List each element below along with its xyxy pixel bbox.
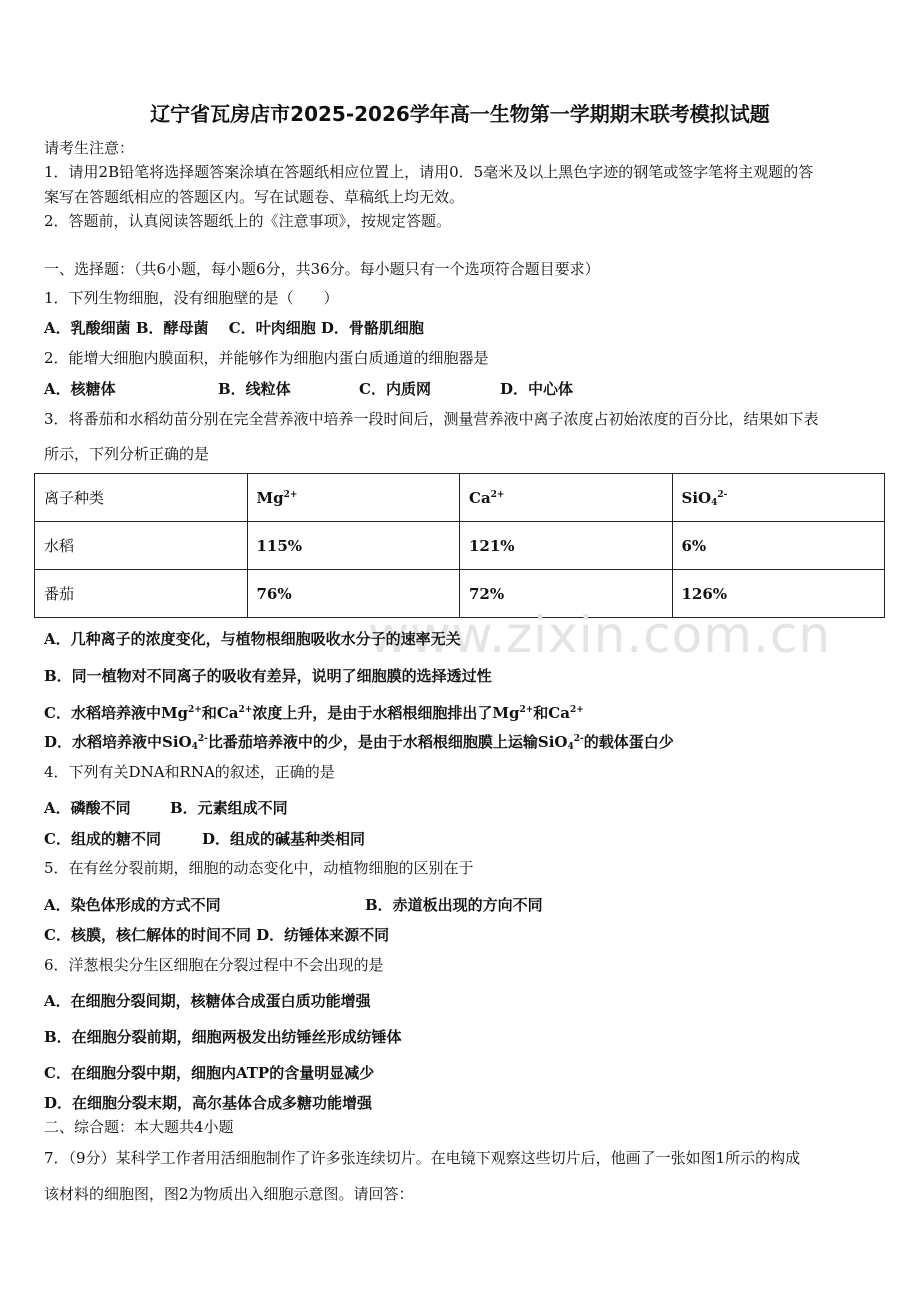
table-header-cell: $Ca^{2+}$ xyxy=(460,474,673,522)
q5-stem: 5．在有丝分裂前期，细胞的动态变化中，动植物细胞的区别在于 xyxy=(44,859,474,877)
q2-option-d: D．中心体 xyxy=(500,380,574,398)
q6-stem: 6．洋葱根尖分生区细胞在分裂过程中不会出现的是 xyxy=(44,956,384,974)
q4-option-d: D．组成的碱基种类相同 xyxy=(202,830,366,848)
q2-stem: 2．能增大细胞内膜面积，并能够作为细胞内蛋白质通道的细胞器是 xyxy=(44,349,489,367)
q5-option-b: B．赤道板出现的方向不同 xyxy=(365,896,543,914)
watermark: www.zixin.com.cn xyxy=(368,606,832,664)
q3-stem: 3．将番茄和水稻幼苗分别在完全营养液中培养一段时间后，测量营养液中离子浓度占初始浓度的百分比，结果如下表 xyxy=(44,410,819,428)
section-2-heading: 二、综合题：本大题共4小题 xyxy=(44,1118,234,1136)
q1-stem: 1．下列生物细胞，没有细胞壁的是（ ） xyxy=(44,289,339,307)
q7-stem-cont: 该材料的细胞图，图2为物质出入细胞示意图。请回答： xyxy=(44,1185,414,1203)
table-cell: 番茄 xyxy=(35,570,248,618)
q4-stem: 4．下列有关DNA和RNA的叙述，正确的是 xyxy=(44,763,335,781)
q4-option-b: B．元素组成不同 xyxy=(170,799,288,817)
page-title: 辽宁省瓦房店市2025-2026学年高一生物第一学期期末联考模拟试题 xyxy=(150,102,770,126)
q6-option-c: C．在细胞分裂中期，细胞内ATP的含量明显减少 xyxy=(44,1064,375,1082)
q3-option-a: A．几种离子的浓度变化，与植物根细胞吸收水分子的速率无关 xyxy=(44,630,461,648)
table-header-cell: $Mg^{2+}$ xyxy=(247,474,460,522)
notice-item-1: 1．请用2B铅笔将选择题答案涂填在答题纸相应位置上，请用0．5毫米及以上黑色字迹的钢笔或签字笔将主观题的答 xyxy=(44,163,814,181)
q2-option-c: C．内质网 xyxy=(359,380,431,398)
table-cell: 72% xyxy=(460,570,673,618)
table-cell: 115% xyxy=(247,522,460,570)
q6-option-d: D．在细胞分裂末期，高尔基体合成多糖功能增强 xyxy=(44,1094,373,1112)
q4-option-a: A．磷酸不同 xyxy=(44,799,131,817)
table-cell: 121% xyxy=(460,522,673,570)
q3-option-c: C．水稻培养液中$Mg^{2+}$和$Ca^{2+}$浓度上升，是由于水稻根细胞排出了$Mg^{2+}$和$Ca^{2+}$ xyxy=(44,704,584,722)
q2-option-a: A．核糖体 xyxy=(44,380,116,398)
q5-options-cd: C．核膜，核仁解体的时间不同 D．纺锤体来源不同 xyxy=(44,926,390,944)
q4-option-c: C．组成的糖不同 xyxy=(44,830,161,848)
section-1-heading: 一、选择题：（共6小题，每小题6分，共36分。每小题只有一个选项符合题目要求） xyxy=(44,260,600,278)
table-row xyxy=(35,522,885,570)
q7-stem: 7．（9分）某科学工作者用活细胞制作了许多张连续切片。在电镜下观察这些切片后，他画了一张如图1所示的构成 xyxy=(44,1149,801,1167)
table-cell: 水稻 xyxy=(35,522,248,570)
ion-table xyxy=(34,473,885,618)
table-header-cell: 离子种类 xyxy=(35,474,248,522)
table-header-row xyxy=(35,474,885,522)
q2-option-b: B．线粒体 xyxy=(218,380,291,398)
table-header-cell: SiO$_4^{2-}$ xyxy=(672,474,885,522)
table-cell: 76% xyxy=(247,570,460,618)
table-cell: 6% xyxy=(672,522,885,570)
notice-item-1-cont: 案写在答题纸相应的答题区内。写在试题卷、草稿纸上均无效。 xyxy=(44,188,465,206)
q5-option-a: A．染色体形成的方式不同 xyxy=(44,896,221,914)
notice-item-2: 2．答题前，认真阅读答题纸上的《注意事项》，按规定答题。 xyxy=(44,212,452,230)
q3-option-b: B．同一植物对不同离子的吸收有差异，说明了细胞膜的选择透过性 xyxy=(44,667,492,685)
q6-option-b: B．在细胞分裂前期，细胞两极发出纺锤丝形成纺锤体 xyxy=(44,1028,402,1046)
table-cell: 126% xyxy=(672,570,885,618)
q3-option-d: D．水稻培养液中SiO$_4^{2-}$比番茄培养液中的少，是由于水稻根细胞膜上运输SiO$_4^{2-}$的载体蛋白少 xyxy=(44,733,674,752)
q3-stem-cont: 所示，下列分析正确的是 xyxy=(44,445,210,463)
q6-option-a: A．在细胞分裂间期，核糖体合成蛋白质功能增强 xyxy=(44,992,371,1010)
q1-options: A．乳酸细菌 B．酵母菌 C．叶肉细胞 D．骨骼肌细胞 xyxy=(44,319,424,337)
notice-heading: 请考生注意： xyxy=(44,139,135,157)
